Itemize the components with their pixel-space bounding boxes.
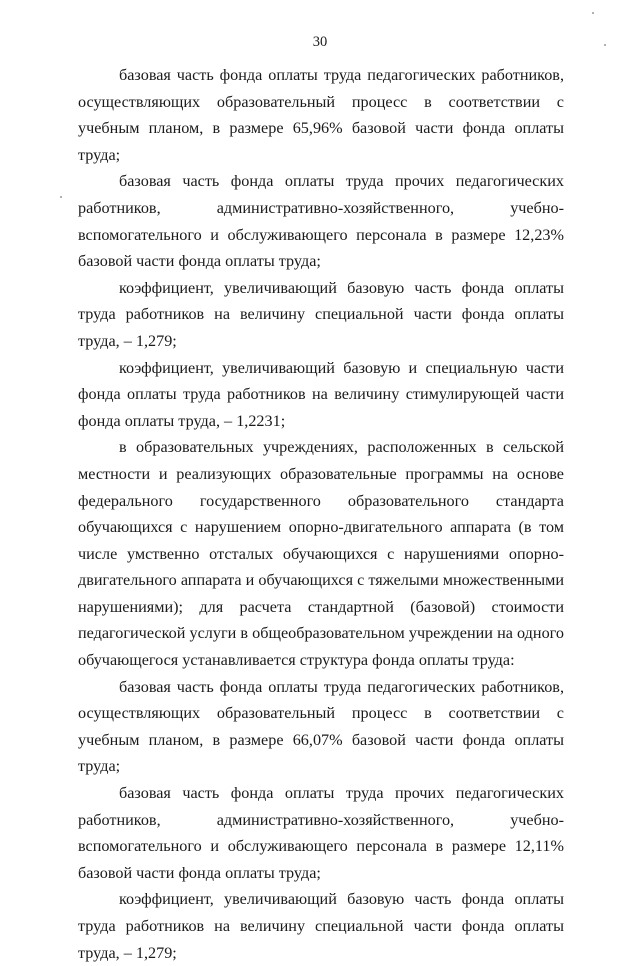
paragraph-2: базовая часть фонда оплаты труда прочих педагогических работников, административно-хозяйственного, учебно-вспомогательного и обслуживающего персонала в размере 12,23% базовой части фонда оплаты труда; [78, 172, 564, 271]
paragraph-6: базовая часть фонда оплаты труда педагогических работников, осуществляющих образовательный процесс в соответствии с учебным планом, в размере 66,07% базовой части фонда оплаты труда; [78, 677, 564, 776]
page-number: 30 [312, 34, 328, 50]
scan-speck [60, 196, 62, 198]
paragraph-7: базовая часть фонда оплаты труда прочих педагогических работников, административно-хозяйственного, учебно-вспомогательного и обслуживающего персонала в размере 12,11% базовой части фонда оплаты труда; [78, 784, 564, 882]
paragraph-8: коэффициент, увеличивающий базовую часть фонда оплаты труда работников на величину специальной части фонда оплаты труда, – 1,279; [78, 890, 564, 962]
body-text [78, 62, 564, 966]
scan-speck [592, 12, 594, 14]
paragraph-3: коэффициент, увеличивающий базовую часть фонда оплаты труда работников на величину специальной части фонда оплаты труда, – 1,279; [78, 278, 564, 350]
paragraph-1: базовая часть фонда оплаты труда педагогических работников, осуществляющих образовательный процесс в соответствии с учебным планом, в размере 65,96% базовой части фонда оплаты труда; [78, 66, 564, 164]
paragraph-5: в образовательных учреждениях, расположенных в сельской местности и реализующих образовательные программы на основе федерального государственного образовательного стандарта обучающихся с нарушением опорно-двигательного аппарата (в том числе умственно отсталых обучающихся с нарушениями опорно-двигательного аппарата и обучающихся с тяжелыми множественными нарушениями); для расчета стандартной (базовой) стоимости педагогической услуги в общеобразовательном учреждении на одного обучающегося устанавливается структура фонда оплаты труда: [78, 438, 564, 670]
scan-speck [604, 44, 606, 46]
paragraph-4: коэффициент, увеличивающий базовую и специальную части фонда оплаты труда работников на величину стимулирующей части фонда оплаты труда, – 1,2231; [78, 358, 564, 430]
